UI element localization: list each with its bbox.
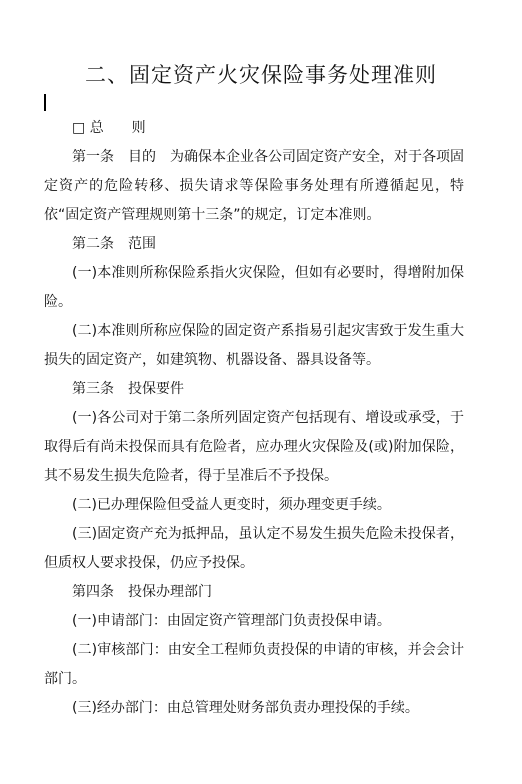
article-4-item-2: (二)审核部门：由安全工程师负责投保的申请的审核，并会会计部门。 (44, 642, 464, 687)
article-4-heading: 第四条 投保办理部门 (72, 584, 212, 600)
article-1: 第一条 目的 为确保本企业各公司固定资产安全，对于各项固定资产的危险转移、损失请求等保险事务处理有所遵循起见，特依“固定资产管理规则第十三条”的规定，订定本准则。 (44, 149, 464, 223)
article-2-item-2: (二)本准则所称应保险的固定资产系指易引起灾害致于发生重大损失的固定资产，如建筑物、机器设备、器具设备等。 (44, 323, 464, 368)
text-cursor[interactable] (44, 94, 46, 111)
article-4-item-3: (三)经办部门：由总管理处财务部负责办理投保的手续。 (72, 700, 419, 716)
article-2-item-1: (一)本准则所称保险系指火灾保险，但如有必要时，得增附加保险。 (44, 265, 464, 310)
article-3-heading: 第三条 投保要件 (72, 381, 184, 397)
article-3-item-1: (一)各公司对于第二条所列固定资产包括现有、增设或承受，于取得后有尚未投保而具有危险者，应办理火灾保险及(或)附加保险，其不易发生损失危险者，得于呈准后不予投保。 (44, 410, 464, 484)
article-3-item-2: (二)已办理保险但受益人更变时，须办理变更手续。 (72, 497, 391, 513)
article-3-item-3: (三)固定资产充为抵押品，虽认定不易发生损失危险未投保者，但质权人要求投保，仍应予投保。 (44, 526, 464, 571)
section-general (44, 114, 464, 143)
document-body[interactable] (44, 114, 464, 723)
toc-marker: □ (72, 120, 86, 136)
section-general-text: 总 则 (89, 120, 146, 136)
article-2-heading: 第二条 范围 (72, 236, 156, 252)
document-title: 二、固定资产火灾保险事务处理准则 (85, 63, 437, 87)
article-4-item-1: (一)申请部门：由固定资产管理部门负责投保申请。 (72, 613, 391, 629)
